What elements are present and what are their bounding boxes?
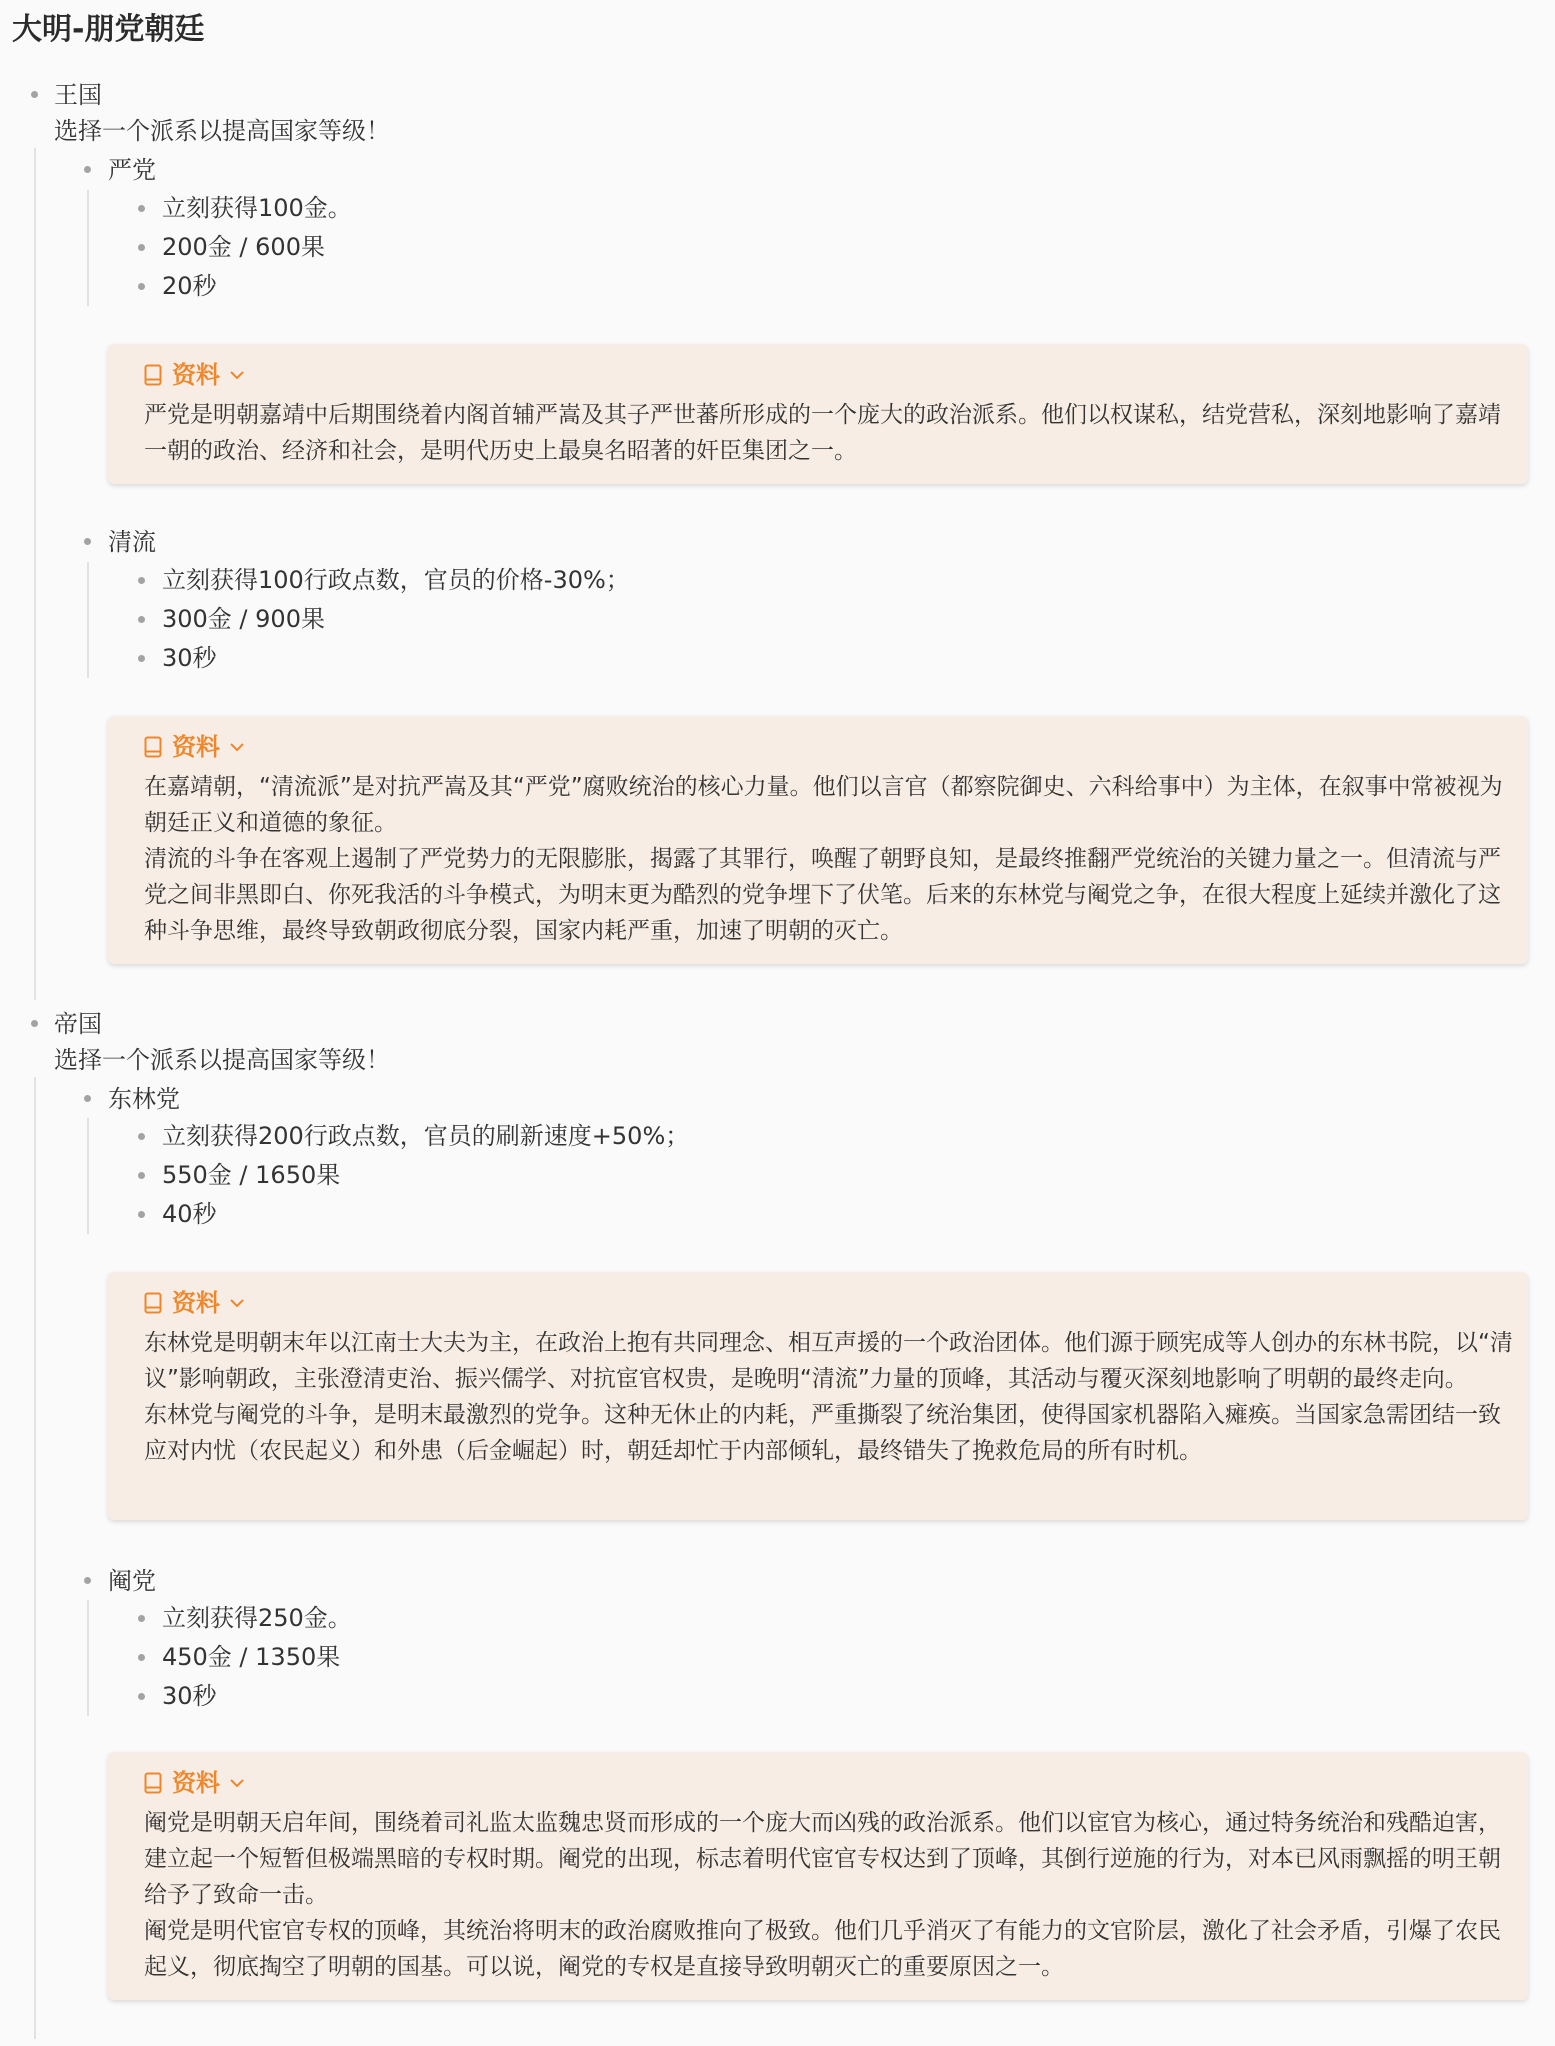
bullet-dot: [84, 1095, 91, 1102]
bullet-dot: [138, 1615, 145, 1622]
chevron-down-icon: [228, 1294, 246, 1312]
book-icon: [144, 1772, 162, 1794]
faction-name: 阉党: [108, 1567, 156, 1595]
list-item: 550金 / 1650果: [162, 1161, 341, 1189]
callout-paragraph: 阉党是明代宦官专权的顶峰，其统治将明末的政治腐败推向了极致。他们几乎消灭了有能力的文官阶层，激化了社会矛盾，引爆了农民起义，彻底掏空了明朝的国基。可以说，阉党的专权是直接导致明朝灭亡的重要原因之一。: [144, 1918, 1501, 1980]
list-item: 450金 / 1350果: [162, 1643, 341, 1671]
list-item: 40秒: [162, 1200, 217, 1228]
callout-body: [144, 1325, 1514, 1469]
bullet-dot: [138, 283, 145, 290]
list-item: 200金 / 600果: [162, 233, 325, 261]
info-callout: [108, 1752, 1528, 2000]
indent-guide-qingliu: [87, 562, 89, 678]
list-item: 立刻获得100金。: [162, 194, 352, 222]
faction-name: 严党: [108, 156, 156, 184]
list-item: 立刻获得200行政点数，官员的刷新速度+50%；: [162, 1122, 690, 1150]
info-callout: [108, 344, 1528, 484]
callout-body: [144, 769, 1514, 949]
indent-guide-empire: [34, 1077, 36, 2039]
callout-label: 资料: [172, 733, 220, 761]
bullet-dot: [138, 1172, 145, 1179]
list-item: 20秒: [162, 272, 217, 300]
section-prompt: 选择一个派系以提高国家等级！: [54, 1046, 390, 1074]
bullet-dot: [31, 1020, 38, 1027]
list-item: 300金 / 900果: [162, 605, 325, 633]
bullet-dot: [138, 205, 145, 212]
indent-guide-yandang2: [87, 1600, 89, 1716]
bullet-dot: [84, 166, 91, 173]
bullet-dot: [84, 538, 91, 545]
callout-label: 资料: [172, 1769, 220, 1797]
bullet-dot: [84, 1577, 91, 1584]
callout-label: 资料: [172, 1289, 220, 1317]
section-title: 王国: [54, 81, 102, 109]
info-callout: [108, 716, 1528, 964]
page-title: 大明-朋党朝廷: [12, 12, 205, 47]
faction-name: 清流: [108, 528, 156, 556]
book-icon: [144, 736, 162, 758]
callout-body: [144, 1805, 1514, 1985]
list-item: 立刻获得250金。: [162, 1604, 352, 1632]
callout-toggle[interactable]: [144, 1768, 246, 1798]
section-prompt: 选择一个派系以提高国家等级！: [54, 117, 390, 145]
callout-paragraph: 东林党是明朝末年以江南士大夫为主，在政治上抱有共同理念、相互声援的一个政治团体。他们源于顾宪成等人创办的东林书院，以“清议”影响朝政，主张澄清吏治、振兴儒学、对抗宦官权贵，是晚明“清流”力量的顶峰，其活动与覆灭深刻地影响了明朝的最终走向。: [144, 1330, 1513, 1392]
book-icon: [144, 1292, 162, 1314]
callout-body: [144, 397, 1514, 469]
chevron-down-icon: [228, 366, 246, 384]
indent-guide-donglin: [87, 1118, 89, 1234]
indent-guide-yandang: [87, 190, 89, 306]
callout-toggle[interactable]: [144, 732, 246, 762]
callout-toggle[interactable]: [144, 1288, 246, 1318]
bullet-dot: [31, 91, 38, 98]
bullet-dot: [138, 1693, 145, 1700]
list-item: 30秒: [162, 644, 217, 672]
bullet-dot: [138, 655, 145, 662]
bullet-dot: [138, 1654, 145, 1661]
callout-paragraph: 东林党与阉党的斗争，是明末最激烈的党争。这种无休止的内耗，严重撕裂了统治集团，使得国家机器陷入瘫痪。当国家急需团结一致应对内忧（农民起义）和外患（后金崛起）时，朝廷却忙于内部倾轧，最终错失了挽救危局的所有时机。: [144, 1402, 1501, 1464]
section-title: 帝国: [54, 1010, 102, 1038]
list-item: 立刻获得100行政点数，官员的价格-30%；: [162, 566, 630, 594]
chevron-down-icon: [228, 738, 246, 756]
callout-paragraph: 阉党是明朝天启年间，围绕着司礼监太监魏忠贤而形成的一个庞大而凶残的政治派系。他们以宦官为核心，通过特务统治和残酷迫害，建立起一个短暂但极端黑暗的专权时期。阉党的出现，标志着明代宦官专权达到了顶峰，其倒行逆施的行为，对本已风雨飘摇的明王朝给予了致命一击。: [144, 1810, 1501, 1908]
callout-paragraph: 清流的斗争在客观上遏制了严党势力的无限膨胀，揭露了其罪行，唤醒了朝野良知，是最终推翻严党统治的关键力量之一。但清流与严党之间非黑即白、你死我活的斗争模式，为明末更为酷烈的党争埋下了伏笔。后来的东林党与阉党之争，在很大程度上延续并激化了这种斗争思维，最终导致朝政彻底分裂，国家内耗严重，加速了明朝的灭亡。: [144, 846, 1501, 944]
faction-name: 东林党: [108, 1085, 180, 1113]
callout-label: 资料: [172, 361, 220, 389]
list-item: 30秒: [162, 1682, 217, 1710]
bullet-dot: [138, 577, 145, 584]
book-icon: [144, 364, 162, 386]
callout-paragraph: 严党是明朝嘉靖中后期围绕着内阁首辅严嵩及其子严世蕃所形成的一个庞大的政治派系。他们以权谋私，结党营私，深刻地影响了嘉靖一朝的政治、经济和社会，是明代历史上最臭名昭著的奸臣集团之一。: [144, 402, 1501, 464]
callout-paragraph: 在嘉靖朝，“清流派”是对抗严嵩及其“严党”腐败统治的核心力量。他们以言官（都察院御史、六科给事中）为主体，在叙事中常被视为朝廷正义和道德的象征。: [144, 774, 1503, 836]
bullet-dot: [138, 1211, 145, 1218]
indent-guide-kingdom: [34, 148, 36, 1000]
bullet-dot: [138, 1133, 145, 1140]
info-callout: [108, 1272, 1528, 1520]
bullet-dot: [138, 244, 145, 251]
chevron-down-icon: [228, 1774, 246, 1792]
callout-toggle[interactable]: [144, 360, 246, 390]
bullet-dot: [138, 616, 145, 623]
